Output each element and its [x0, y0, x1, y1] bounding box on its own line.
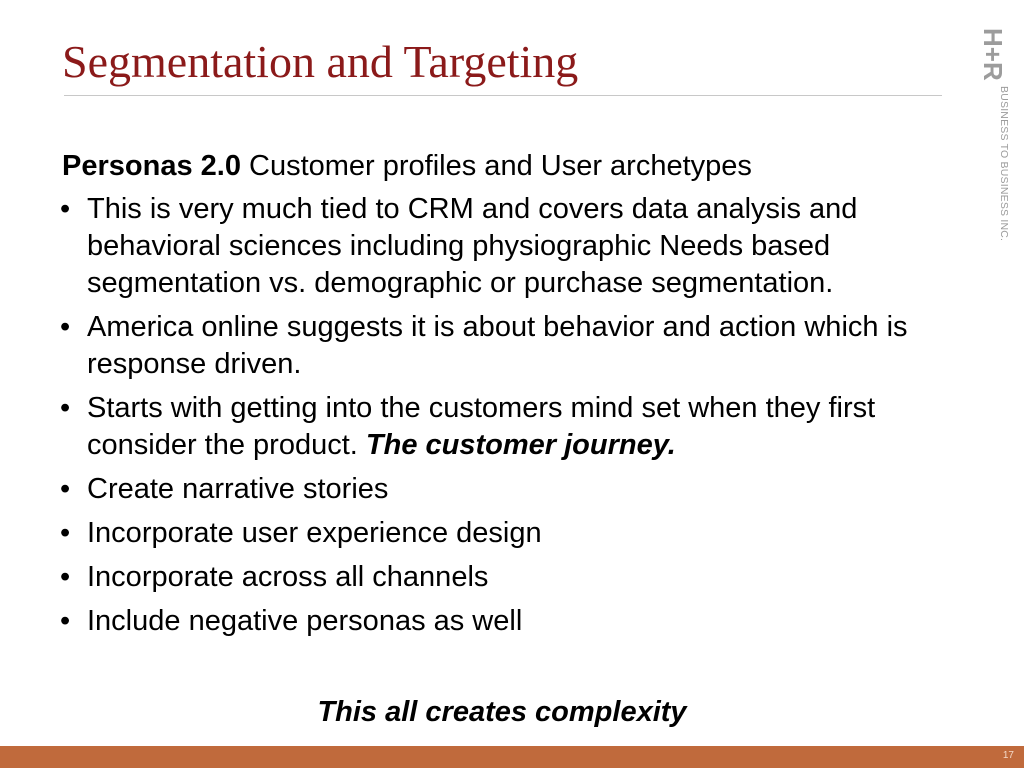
bullet-emphasis: The customer journey.	[365, 429, 676, 461]
bullet-text: Incorporate across all channels	[87, 561, 489, 593]
bullet-item	[62, 309, 942, 383]
bullet-text: Create narrative stories	[87, 473, 389, 505]
heading-bold: Personas 2.0	[62, 150, 241, 182]
title-divider	[64, 95, 942, 96]
bullet-item	[62, 515, 942, 552]
logo-text: BUSINESS TO BUSINESS INC.	[998, 86, 1010, 242]
footer-bar	[0, 746, 1024, 768]
bullet-item	[62, 603, 942, 640]
slide-title: Segmentation and Targeting	[62, 36, 579, 87]
heading-subtitle: Customer profiles and User archetypes	[240, 150, 752, 182]
bullet-item	[62, 559, 942, 596]
closing-statement: This all creates complexity	[317, 696, 687, 728]
bullet-list	[62, 191, 942, 640]
bullet-text: This is very much tied to CRM and covers data analysis and behavioral sciences including physiographic Needs based segmentation vs. demographic or purchase segmentation.	[87, 193, 858, 299]
bullet-text: Incorporate user experience design	[87, 517, 542, 549]
bullet-item	[62, 191, 942, 302]
section-heading	[62, 148, 942, 185]
logo-mark: H+R	[978, 28, 1008, 81]
bullet-text: America online suggests it is about behavior and action which is response driven.	[87, 311, 908, 380]
bullet-item	[62, 390, 942, 464]
bullet-text: Include negative personas as well	[87, 605, 523, 637]
bullet-item	[62, 471, 942, 508]
company-logo	[976, 28, 1016, 258]
slide-content	[62, 148, 942, 647]
page-number: 17	[1002, 750, 1014, 761]
bullet-text: Starts with getting into the customers mind set when they first consider the product.	[87, 392, 876, 461]
